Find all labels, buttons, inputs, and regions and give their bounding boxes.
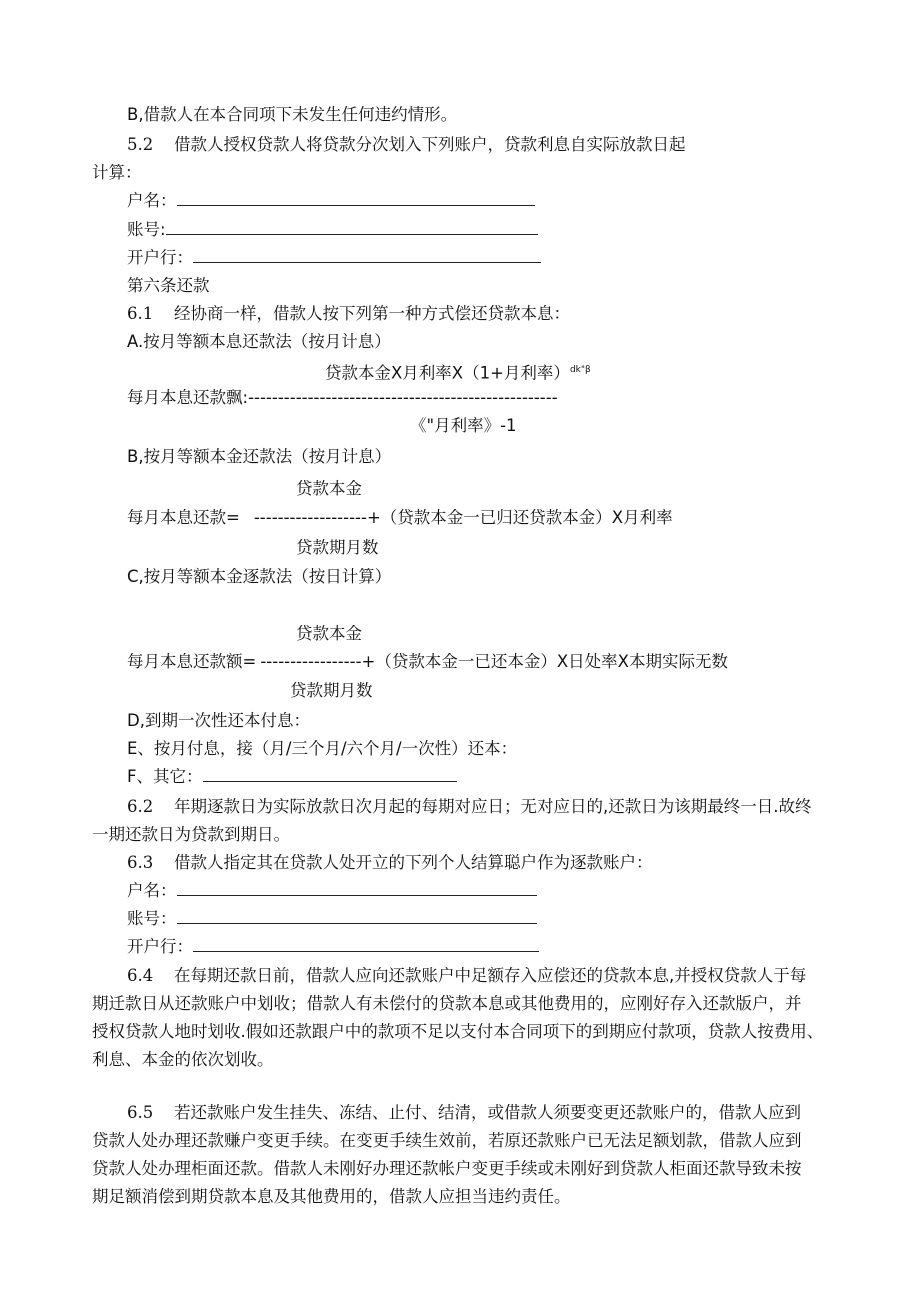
formula-a-numerator (325, 359, 591, 385)
clause-6-4-line4: 利息、本金的依次划收。 (92, 1050, 274, 1069)
clause-number: 5.2 (127, 135, 154, 154)
account-name-label: 户名： (127, 191, 177, 210)
formula-c-line (127, 651, 728, 673)
formula-b-line (127, 507, 673, 529)
clause-5-1-b: B,借款人在本合同项下未发生任何违约情形。 (127, 105, 458, 124)
clause-6-4-line3: 授权贷款人地时划收.假如还款跟户中的款项不足以支付本合同项下的到期应付款项，贷款人按费用、 (92, 1022, 824, 1041)
clause-6-5-line2: 贷款人处办理还款赚户变更手续。在变更手续生效前，若原还款账户已无法足额划款，借款人应到 (92, 1131, 802, 1150)
clause-number: 6.4 (127, 966, 154, 985)
other-label: F、其它： (127, 767, 203, 786)
bank-label: 开户行： (127, 937, 193, 956)
clause-text: 若还款账户发生挂失、冻结、止付、结清，或借款人须要变更还款账户的，借款人应到 (174, 1103, 801, 1122)
account-name-blank[interactable] (177, 880, 537, 896)
clause-text: 借款人指定其在贷款人处开立的下列个人结算聪户作为逐款账户： (174, 853, 653, 872)
method-f (127, 766, 457, 788)
clause-5-2 (127, 134, 686, 156)
formula-a-line (127, 387, 558, 409)
clause-number: 6.1 (127, 304, 154, 323)
clause-text: 在每期还款日前，借款人应向还款账户中足额存入应偿还的贷款本息,并授权贷款人于每 (174, 966, 807, 985)
method-d: D,到期一次性还本付息： (127, 711, 310, 730)
clause-6-4 (127, 965, 806, 987)
clause-6-5-line4: 期足额消偿到期贷款本息及其他费用的，借款人应担当违约责任。 (92, 1187, 571, 1206)
formula-b-numerator: 贷款本金 (296, 479, 362, 498)
formula-superscript: dk"β (569, 365, 591, 375)
account-name-blank[interactable] (177, 190, 535, 206)
method-e: E、按月付息，接（月/三个月/六个月/一次性）还本： (127, 739, 518, 758)
clause-6-5-line3: 贷款人处办理柜面还款。借款人未刚好办理还款帐户变更手续或未刚好到贷款人柜面还款导致未按 (92, 1159, 802, 1178)
account-number-blank[interactable] (166, 219, 538, 235)
clause-text: 经协商一样，借款人按下列第一种方式偿还贷款本息： (174, 304, 570, 323)
clause-text: 借款人授权贷款人将贷款分次划入下列账户，贷款利息自实际放款日起 (174, 135, 686, 154)
bank-blank[interactable] (193, 936, 539, 952)
bank-label: 开户行： (127, 248, 193, 267)
bank-blank[interactable] (193, 247, 541, 263)
repay-bank-row (127, 936, 539, 958)
formula-label: 每月本息还款额= (127, 652, 257, 671)
account-name-label: 户名： (127, 881, 177, 900)
clause-6-2-cont: 一期还款日为贷款到期日。 (92, 825, 290, 844)
clause-text: 年期逐款日为实际放款日次月起的每期对应日；无对应日的,还款日为该期最终一日.故终 (174, 797, 812, 816)
account-name-row (127, 190, 535, 212)
account-number-label: 账号： (127, 909, 177, 928)
clause-number: 6.3 (127, 853, 154, 872)
formula-text: （贷款本金一已归还贷款本金）X月利率 (380, 508, 673, 527)
clause-6-2 (127, 796, 812, 818)
formula-label: 每月本息还款= (127, 508, 240, 527)
clause-number: 6.5 (127, 1103, 154, 1122)
fraction-bar: -----------------+ (260, 652, 376, 671)
clause-6-4-line2: 期迁款日从还款账户中划收；借款人有未偿付的贷款本息或其他费用的，应刚好存入还款版户，并 (92, 994, 802, 1013)
formula-b-denominator: 贷款期月数 (296, 538, 379, 557)
clause-6-3 (127, 852, 653, 874)
account-number-label: 账号: (127, 220, 166, 239)
article-6-heading: 第六条还款 (127, 276, 210, 295)
bank-row (127, 247, 541, 269)
clause-6-1 (127, 303, 570, 325)
formula-c-numerator: 贷款本金 (296, 624, 362, 643)
repay-account-name-row (127, 880, 537, 902)
formula-label: 每月本息还款飘: (127, 388, 249, 407)
formula-text: （贷款本金一已还本金）X日处率X本期实际无数 (375, 652, 728, 671)
formula-c-denominator: 贷款期月数 (290, 681, 373, 700)
clause-6-5 (127, 1102, 801, 1124)
method-a: A.按月等额本息还款法（按月计息） (127, 332, 391, 351)
formula-a-denominator: 《"月利率》-1 (410, 416, 517, 435)
clause-5-2-cont: 计算： (92, 163, 142, 182)
other-blank[interactable] (203, 766, 457, 782)
method-c: C,按月等额本金逐款法（按日计算） (127, 567, 392, 586)
clause-number: 6.2 (127, 797, 154, 816)
method-b: B,按月等额本金还款法（按月计息） (127, 447, 392, 466)
fraction-bar: ---------------------------------------------------- (248, 388, 558, 407)
repay-account-number-row (127, 908, 537, 930)
account-number-blank[interactable] (177, 908, 537, 924)
fraction-bar: -------------------+ (253, 508, 381, 527)
account-number-row (127, 219, 538, 241)
formula-text: 贷款本金X月利率X（1+月利率） (325, 363, 570, 383)
